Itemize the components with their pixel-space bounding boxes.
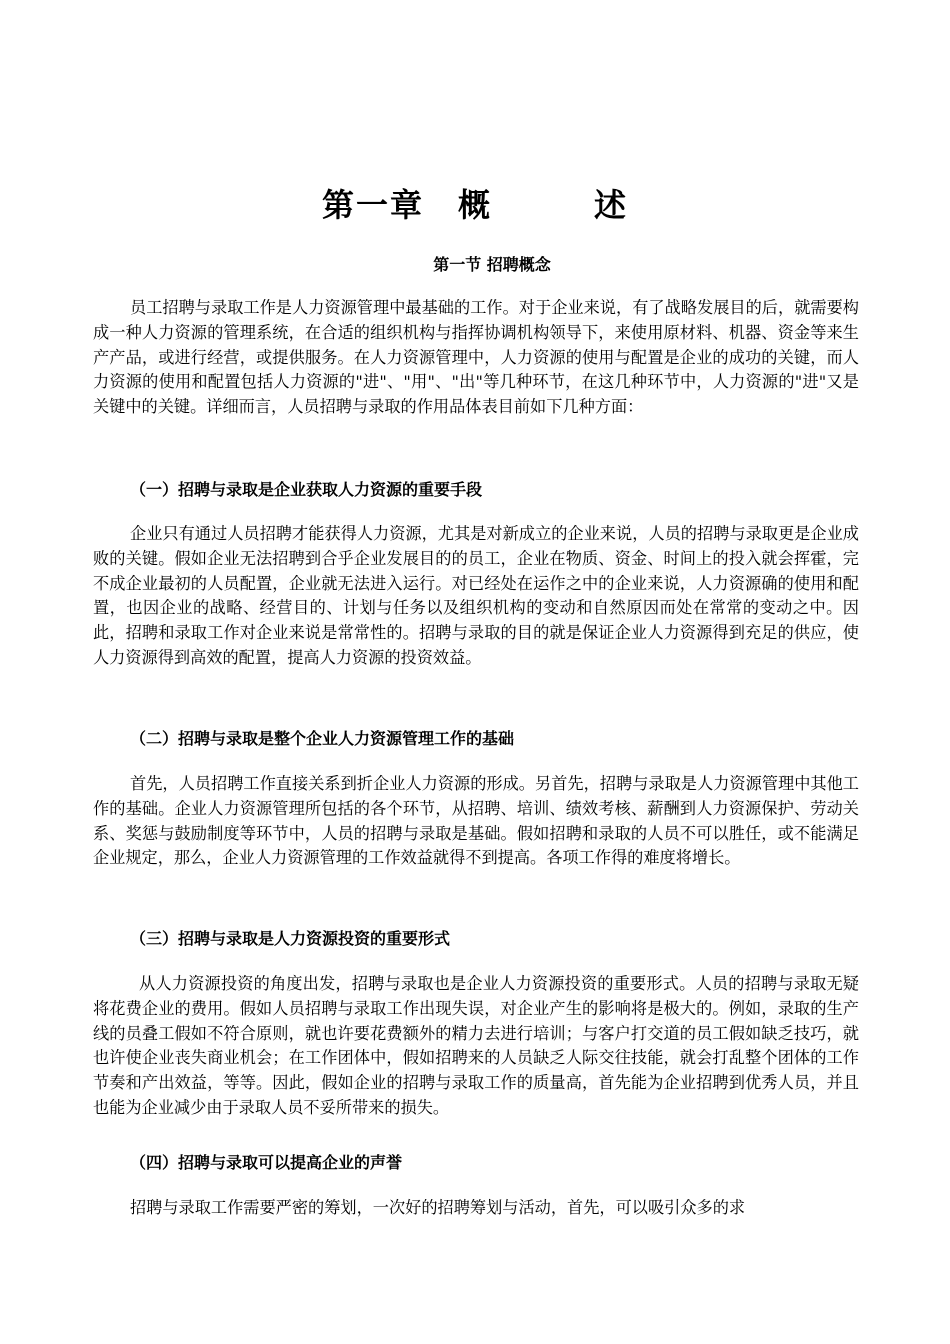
chapter-title: 第一章 概 述 <box>321 186 628 224</box>
subheading-4: （四）招聘与录取可以提高企业的声誉 <box>130 1153 403 1172</box>
subheading-1: （一）招聘与录取是企业获取人力资源的重要手段 <box>130 480 483 499</box>
subheading-2: （二）招聘与录取是整个企业人力资源管理工作的基础 <box>130 729 515 748</box>
body-paragraph-2: 首先，人员招聘工作直接关系到折企业人力资源的形成。另首先，招聘与录取是人力资源管理中其他工作的基础。企业人力资源管理所包括的各个环节，从招聘、培训、绩效考核、薪酬到人力资源保护、劳动关系、奖惩与鼓励制度等环节中，人员的招聘与录取是基础。假如招聘和录取的人员不可以胜任，或不能满足企业规定，那么，企业人力资源管理的工作效益就得不到提高。各项工作得的难度将增长。 <box>93 774 859 868</box>
section-title: 第一节 招聘概念 <box>433 255 551 274</box>
intro-paragraph: 员工招聘与录取工作是人力资源管理中最基础的工作。对于企业来说，有了战略发展目的后，就需要构成一种人力资源的管理系统，在合适的组织机构与指挥协调机构领导下，来使用原材料、机器、资金等来生产产品，或进行经营，或提供服务。在人力资源管理中，人力资源的使用与配置是企业的成功的关键，而人力资源的使用和配置包括人力资源的"进"、"用"、"出"等几种环节，在这几种环节中，人力资源的"进"又是关键中的关键。详细而言，人员招聘与录取的作用品体表目前如下几种方面： <box>93 298 859 417</box>
body-paragraph-4: 招聘与录取工作需要严密的筹划，一次好的招聘筹划与活动，首先，可以吸引众多的求 <box>130 1198 746 1217</box>
body-paragraph-1: 企业只有通过人员招聘才能获得人力资源，尤其是对新成立的企业来说，人员的招聘与录取更是企业成败的关键。假如企业无法招聘到合乎企业发展目的的员工，企业在物质、资金、时间上的投入就会挥霍，完不成企业最初的人员配置，企业就无法进入运行。对已经处在运作之中的企业来说，人力资源确的使用和配置，也因企业的战略、经营目的、计划与任务以及组织机构的变动和自然原因而处在常常的变动之中。因此，招聘和录取工作对企业来说是常常性的。招聘与录取的目的就是保证企业人力资源得到充足的供应，使人力资源得到高效的配置，提高人力资源的投资效益。 <box>93 524 859 667</box>
subheading-3: （三）招聘与录取是人力资源投资的重要形式 <box>130 929 451 948</box>
body-paragraph-3: 从人力资源投资的角度出发，招聘与录取也是企业人力资源投资的重要形式。人员的招聘与录取无疑将花费企业的费用。假如人员招聘与录取工作出现失误，对企业产生的影响将是极大的。例如，录取的生产线的员叠工假如不符合原则，就也许要花费额外的精力去进行培训；与客户打交道的员工假如缺乏技巧，就也许使企业丧失商业机会；在工作团体中，假如招聘来的人员缺乏人际交往技能，就会打乱整个团体的工作节奏和产出效益，等等。因此，假如企业的招聘与录取工作的质量高，首先能为企业招聘到优秀人员，并且也能为企业减少由于录取人员不妥所带来的损失。 <box>93 974 859 1117</box>
